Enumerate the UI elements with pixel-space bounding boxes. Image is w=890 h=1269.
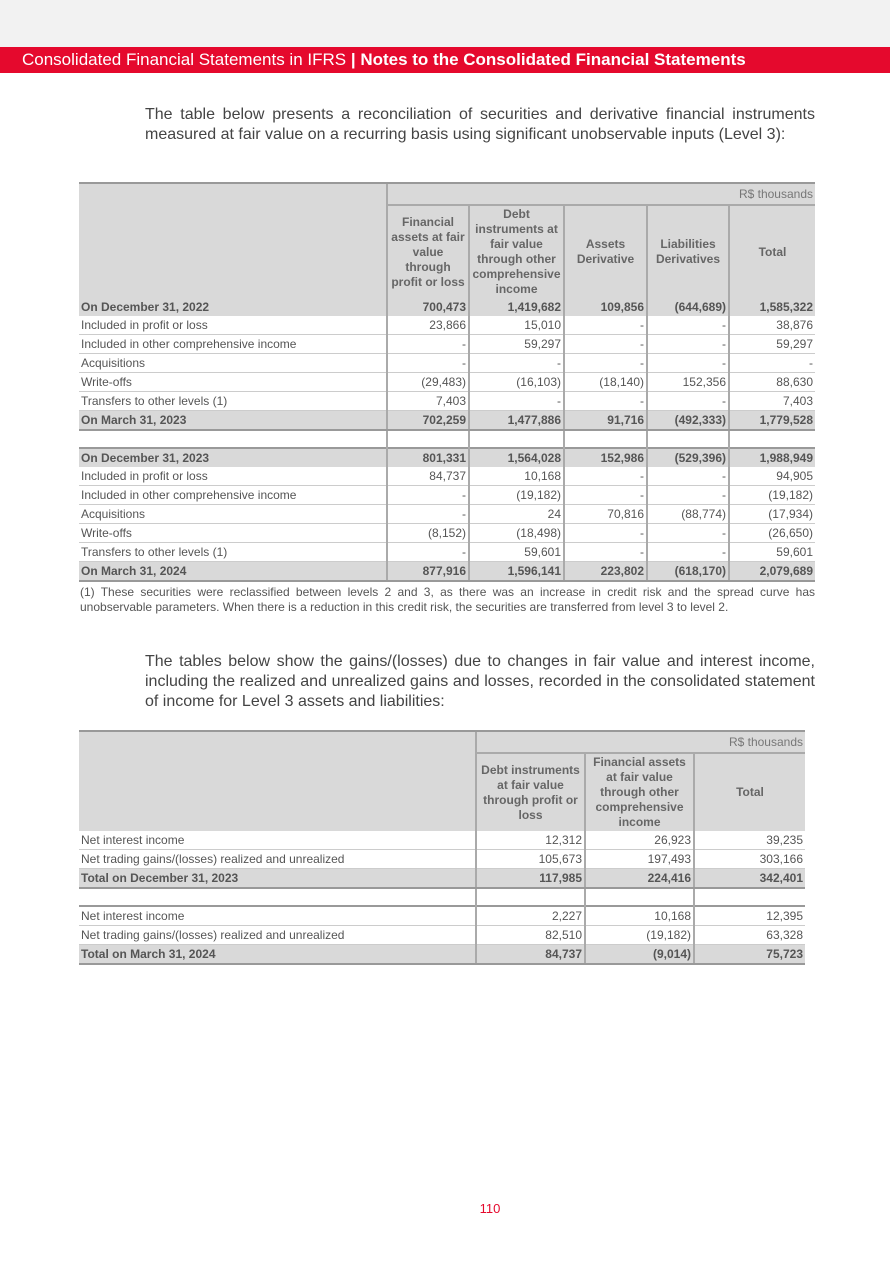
value-cell: 12,395 [694,906,805,926]
value-cell: 801,331 [387,448,469,467]
row-label: Net interest income [79,906,476,926]
spacer-cell [79,430,387,448]
value-cell: 84,737 [387,467,469,486]
value-cell: 224,416 [585,869,694,889]
value-cell: 94,905 [729,467,815,486]
value-cell: (16,103) [469,373,564,392]
intro-paragraph-level3: The table below presents a reconciliation of securities and derivative financial instruments measured at fair value on a recurring basis using significant unobservable inputs (Level 3): [145,106,815,143]
value-cell: (644,689) [647,298,729,316]
value-cell: - [564,524,647,543]
table1-col-debt-fvoci: Debt instruments at fair value through other comprehensive income [469,205,564,298]
table1-unit: R$ thousands [387,183,815,205]
table-row [79,505,815,524]
value-cell: 702,259 [387,411,469,431]
value-cell: - [564,335,647,354]
table2-col-fvoci: Financial assets at fair value through other comprehensive income [585,753,694,831]
table1-footnote: (1) These securities were reclassified between levels 2 and 3, as there was an increase in credit risk and the spread curve has unobservable parameters. When there is a reduction in this credit risk, the securities are transferred from level 3 to level 2. [80,585,815,614]
value-cell: 26,923 [585,831,694,850]
value-cell: - [564,543,647,562]
intro-paragraph-gains: The tables below show the gains/(losses) due to changes in fair value and interest income, including the realized and unrealized gains and losses, recorded in the consolidated statement of income for Level 3 assets and liabilities: [145,653,815,710]
row-label: Net trading gains/(losses) realized and unrealized [79,926,476,945]
spacer-cell [387,430,469,448]
table-row [79,926,805,945]
table-spacer-row [79,430,815,448]
table1-col-fvtpl: Financial assets at fair value through profit or loss [387,205,469,298]
row-label: Included in other comprehensive income [79,335,387,354]
value-cell: (88,774) [647,505,729,524]
row-label: Total on March 31, 2024 [79,945,476,965]
spacer-cell [694,888,805,906]
value-cell: - [647,354,729,373]
value-cell: - [564,316,647,335]
value-cell: (18,140) [564,373,647,392]
value-cell: 700,473 [387,298,469,316]
value-cell: 82,510 [476,926,585,945]
row-label: On March 31, 2023 [79,411,387,431]
table1-col-total: Total [729,205,815,298]
page-number: 110 [479,1201,501,1216]
value-cell: - [387,543,469,562]
value-cell: (529,396) [647,448,729,467]
value-cell: 342,401 [694,869,805,889]
table2-corner [79,731,476,831]
value-cell: 63,328 [694,926,805,945]
row-label: Acquisitions [79,354,387,373]
value-cell: 223,802 [564,562,647,582]
table1-col-liabilities-derivatives: Liabilities Derivatives [647,205,729,298]
table-row [79,486,815,505]
value-cell: - [647,392,729,411]
row-label: Acquisitions [79,505,387,524]
row-label: Net interest income [79,831,476,850]
table-row [79,850,805,869]
row-label: On December 31, 2023 [79,448,387,467]
table1-col-assets-derivative: Assets Derivative [564,205,647,298]
value-cell: 877,916 [387,562,469,582]
value-cell: 105,673 [476,850,585,869]
value-cell: 10,168 [469,467,564,486]
value-cell: 10,168 [585,906,694,926]
row-label: Net trading gains/(losses) realized and unrealized [79,850,476,869]
table-row [79,335,815,354]
value-cell: - [387,335,469,354]
value-cell: (19,182) [729,486,815,505]
value-cell: - [647,467,729,486]
header-doc-title: Consolidated Financial Statements in IFRS [22,50,347,69]
table-row [79,316,815,335]
value-cell: 7,403 [387,392,469,411]
value-cell: - [647,335,729,354]
table-row [79,831,805,850]
value-cell: (618,170) [647,562,729,582]
value-cell: 2,227 [476,906,585,926]
value-cell: (29,483) [387,373,469,392]
value-cell: 117,985 [476,869,585,889]
table-row [79,906,805,926]
table-row [79,869,805,889]
row-label: Write-offs [79,373,387,392]
value-cell: 2,079,689 [729,562,815,582]
table-row [79,298,815,316]
value-cell: 1,779,528 [729,411,815,431]
table-row [79,562,815,582]
value-cell: 1,988,949 [729,448,815,467]
spacer-cell [564,430,647,448]
value-cell: - [387,354,469,373]
value-cell: 75,723 [694,945,805,965]
spacer-cell [647,430,729,448]
value-cell: - [729,354,815,373]
value-cell: 1,564,028 [469,448,564,467]
table-row [79,411,815,431]
value-cell: - [387,486,469,505]
value-cell: 12,312 [476,831,585,850]
value-cell: - [647,543,729,562]
value-cell: 59,601 [469,543,564,562]
spacer-cell [729,430,815,448]
value-cell: 1,585,322 [729,298,815,316]
table-row [79,392,815,411]
value-cell: - [564,392,647,411]
table-row [79,354,815,373]
row-label: Included in other comprehensive income [79,486,387,505]
table2-col-total: Total [694,753,805,831]
row-label: Transfers to other levels (1) [79,543,387,562]
value-cell: 1,419,682 [469,298,564,316]
table1-corner [79,183,387,298]
value-cell: 15,010 [469,316,564,335]
table2-col-debt-fvtpl: Debt instruments at fair value through profit or loss [476,753,585,831]
value-cell: 70,816 [564,505,647,524]
top-band [0,0,890,47]
value-cell: (26,650) [729,524,815,543]
value-cell: 1,596,141 [469,562,564,582]
value-cell: - [469,392,564,411]
value-cell: 109,856 [564,298,647,316]
value-cell: 24 [469,505,564,524]
row-label: Included in profit or loss [79,467,387,486]
spacer-cell [585,888,694,906]
table2-unit: R$ thousands [476,731,805,753]
section-header [0,47,890,73]
table-row [79,524,815,543]
row-label: Included in profit or loss [79,316,387,335]
table-row [79,945,805,965]
value-cell: - [564,467,647,486]
value-cell: 88,630 [729,373,815,392]
header-separator: | [346,50,361,69]
value-cell: - [564,486,647,505]
level3-reconciliation-table [79,182,815,582]
value-cell: - [647,486,729,505]
value-cell: 59,297 [469,335,564,354]
row-label: Transfers to other levels (1) [79,392,387,411]
spacer-cell [469,430,564,448]
value-cell: - [387,505,469,524]
table-row [79,373,815,392]
row-label: Total on December 31, 2023 [79,869,476,889]
value-cell: - [564,354,647,373]
row-label: Write-offs [79,524,387,543]
table-row [79,467,815,486]
value-cell: 197,493 [585,850,694,869]
value-cell: 152,356 [647,373,729,392]
level3-gains-losses-table [79,730,805,965]
table-row [79,543,815,562]
value-cell: (9,014) [585,945,694,965]
value-cell: (8,152) [387,524,469,543]
value-cell: - [469,354,564,373]
value-cell: (19,182) [585,926,694,945]
row-label: On December 31, 2022 [79,298,387,316]
value-cell: 59,601 [729,543,815,562]
value-cell: 7,403 [729,392,815,411]
spacer-cell [476,888,585,906]
row-label: On March 31, 2024 [79,562,387,582]
value-cell: 152,986 [564,448,647,467]
value-cell: (492,333) [647,411,729,431]
header-section-title: Notes to the Consolidated Financial Statements [360,50,746,69]
value-cell: (18,498) [469,524,564,543]
value-cell: 303,166 [694,850,805,869]
value-cell: - [647,316,729,335]
value-cell: - [647,524,729,543]
table-row [79,448,815,467]
value-cell: 91,716 [564,411,647,431]
value-cell: 84,737 [476,945,585,965]
table-spacer-row [79,888,805,906]
value-cell: (17,934) [729,505,815,524]
value-cell: 38,876 [729,316,815,335]
value-cell: 1,477,886 [469,411,564,431]
value-cell: 23,866 [387,316,469,335]
value-cell: (19,182) [469,486,564,505]
spacer-cell [79,888,476,906]
value-cell: 39,235 [694,831,805,850]
value-cell: 59,297 [729,335,815,354]
